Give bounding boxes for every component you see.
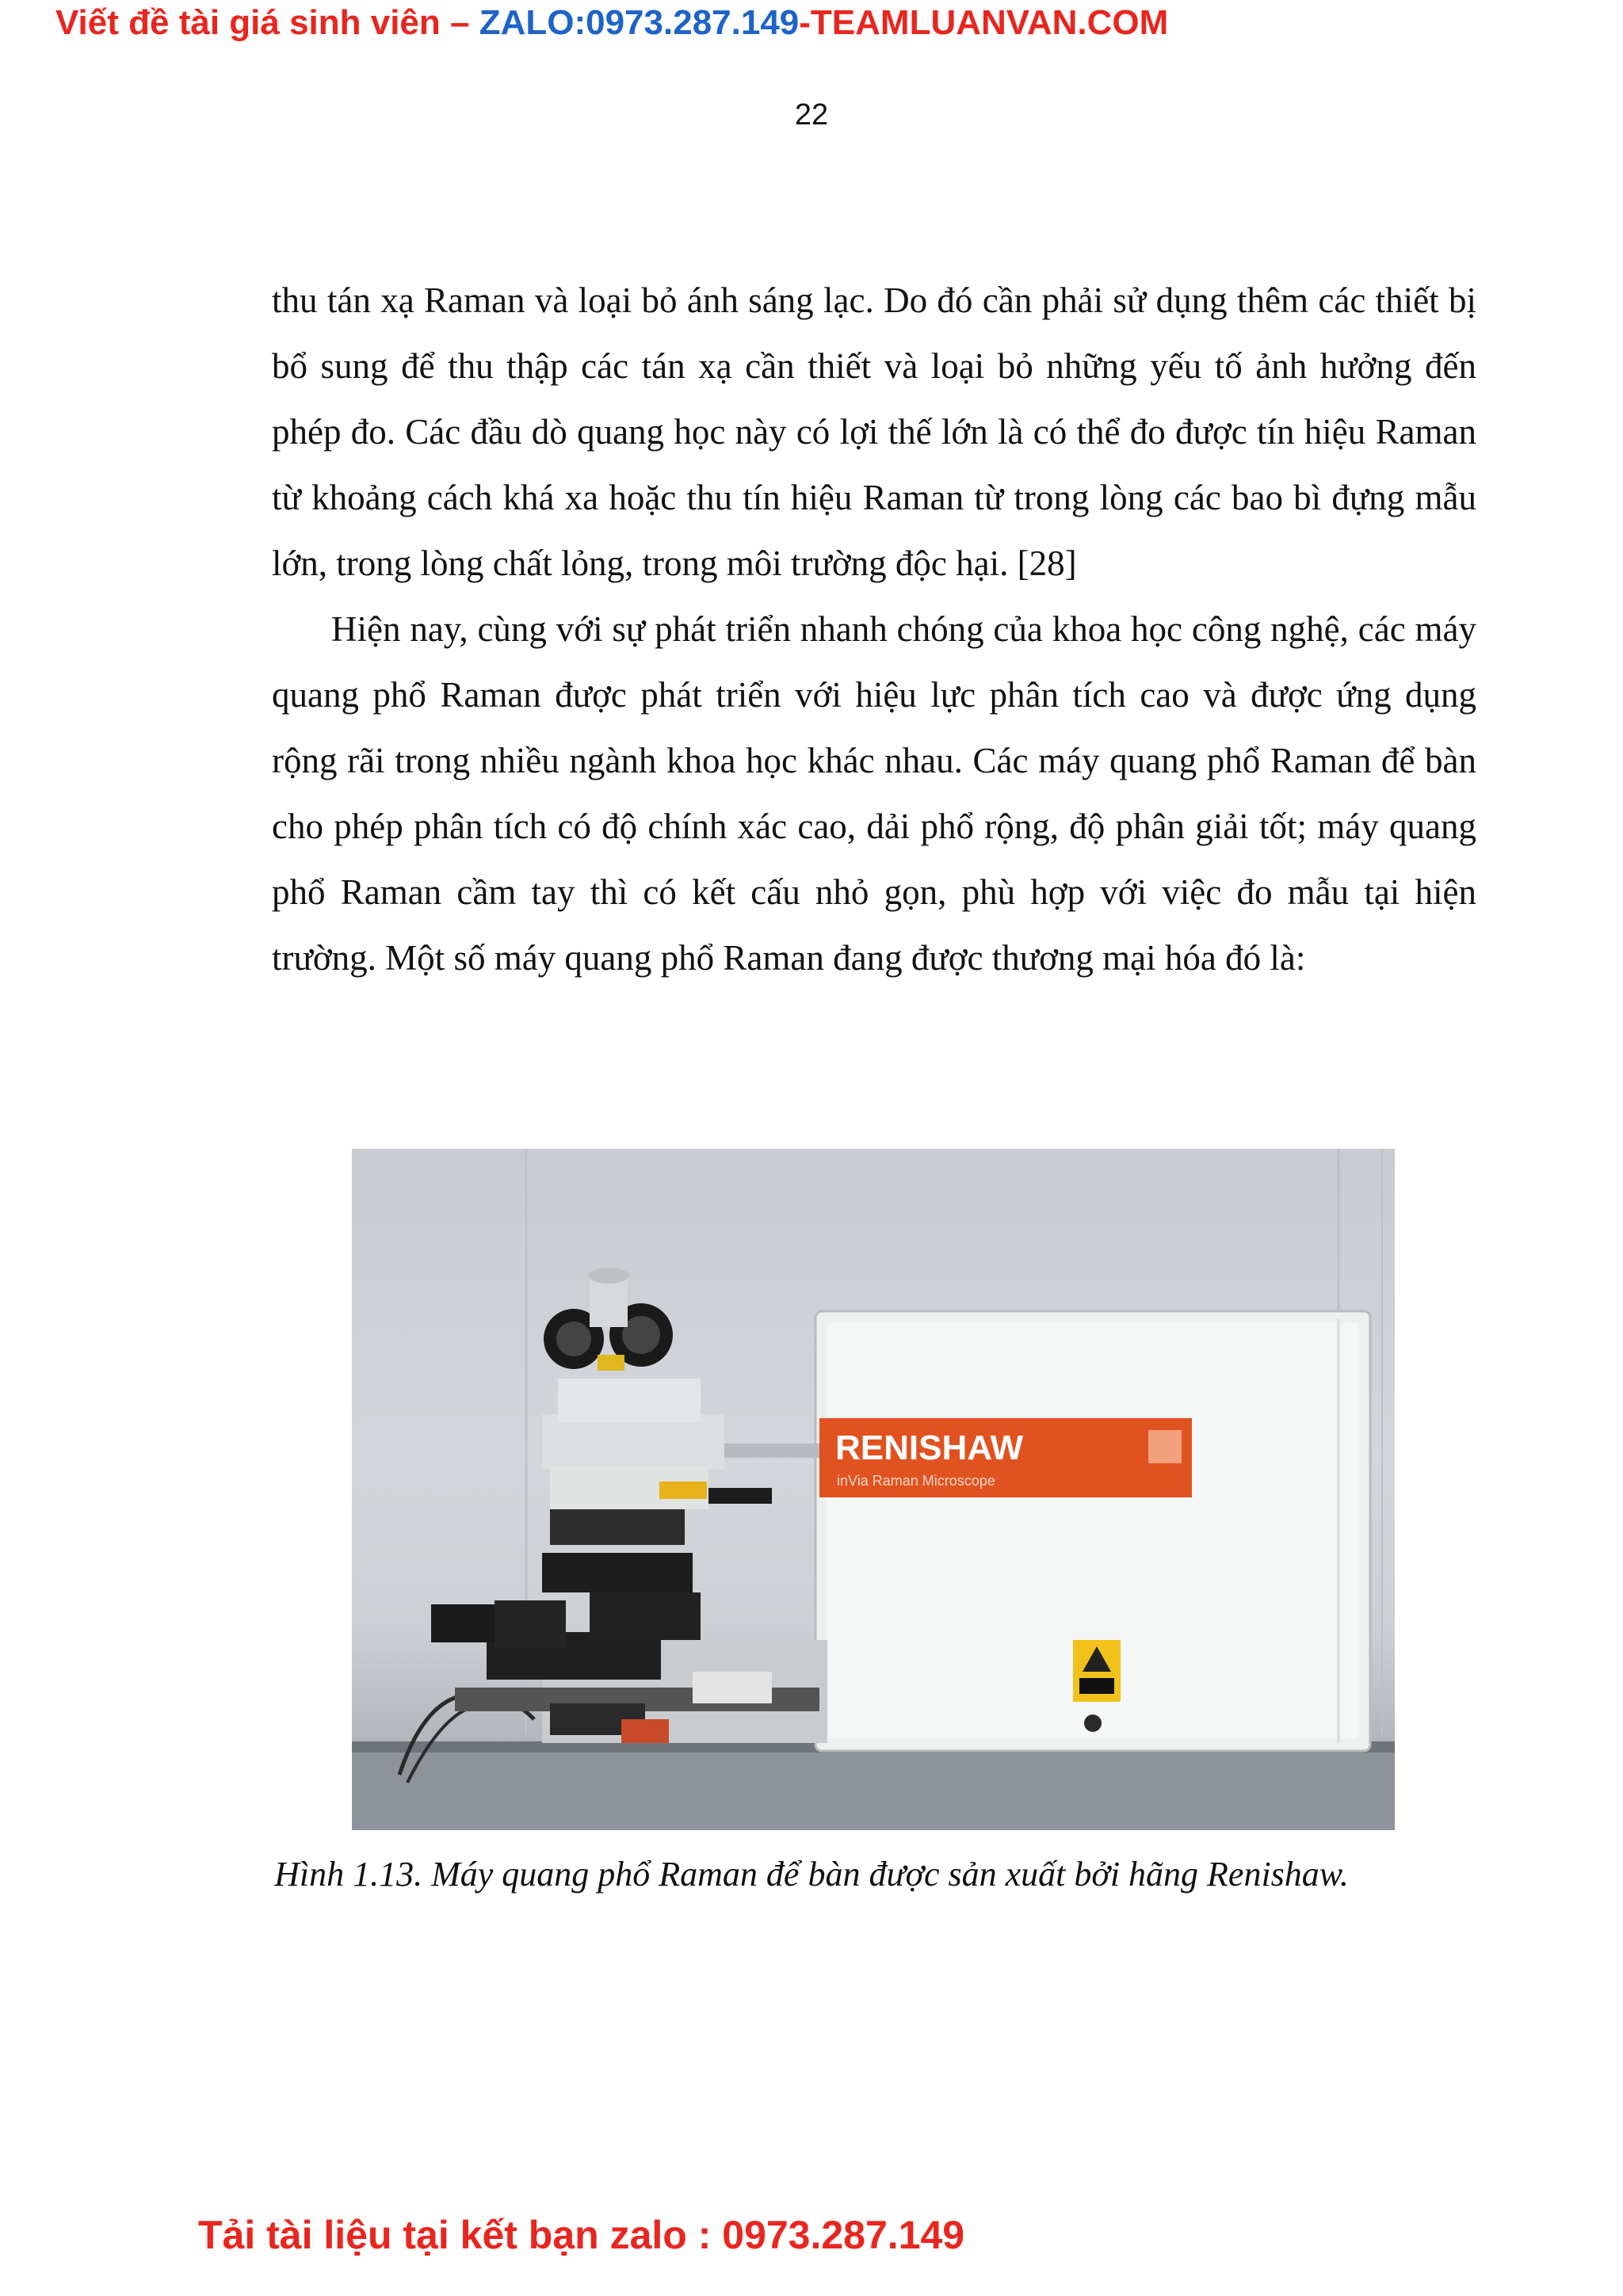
brand-logo: RENISHAW <box>835 1428 1024 1467</box>
top-banner-site: -TEAMLUANVAN.COM <box>799 3 1169 42</box>
product-label: inVia Raman Microscope <box>837 1473 995 1489</box>
paragraph-1: thu tán xạ Raman và loại bỏ ánh sáng lạc. Do đó cần phải sử dụng thêm các thiết bị bổ sung để thu thập các tán xạ cần thiết và loại bỏ những yếu tố ảnh hưởng đến phép đo. Các đầu dò quang học này có lợi thế lớn là có thể đo được tín hiệu Raman từ khoảng cách khá xa hoặc thu tín hiệu Raman từ trong lòng các bao bì đựng mẫu lớn, trong lòng chất lỏng, trong môi trường độc hại. [28] <box>272 280 1476 583</box>
raman-spectrometer-photo <box>352 1149 1395 1830</box>
body-text <box>272 268 1476 991</box>
figure-caption: Hình 1.13. Máy quang phổ Raman để bàn được sản xuất bởi hãng Renishaw. <box>274 1855 1349 1894</box>
top-banner-text: Viết đề tài giá sinh viên – <box>55 3 479 42</box>
bottom-banner: Tải tài liệu tại kết bạn zalo : 0973.287.149 <box>198 2213 965 2257</box>
page-number: 22 <box>794 98 829 132</box>
top-banner <box>55 3 1168 43</box>
top-banner-zalo: ZALO:0973.287.149 <box>479 3 800 42</box>
paragraph-2: Hiện nay, cùng với sự phát triển nhanh chóng của khoa học công nghệ, các máy quang phổ Raman được phát triển với hiệu lực phân tích cao và được ứng dụng rộng rãi trong nhiều ngành khoa học khác nhau. Các máy quang phổ Raman để bàn cho phép phân tích có độ chính xác cao, dải phổ rộng, độ phân giải tốt; máy quang phổ Raman cầm tay thì có kết cấu nhỏ gọn, phù hợp với việc đo mẫu tại hiện trường. Một số máy quang phổ Raman đang được thương mại hóa đó là: <box>272 609 1476 978</box>
